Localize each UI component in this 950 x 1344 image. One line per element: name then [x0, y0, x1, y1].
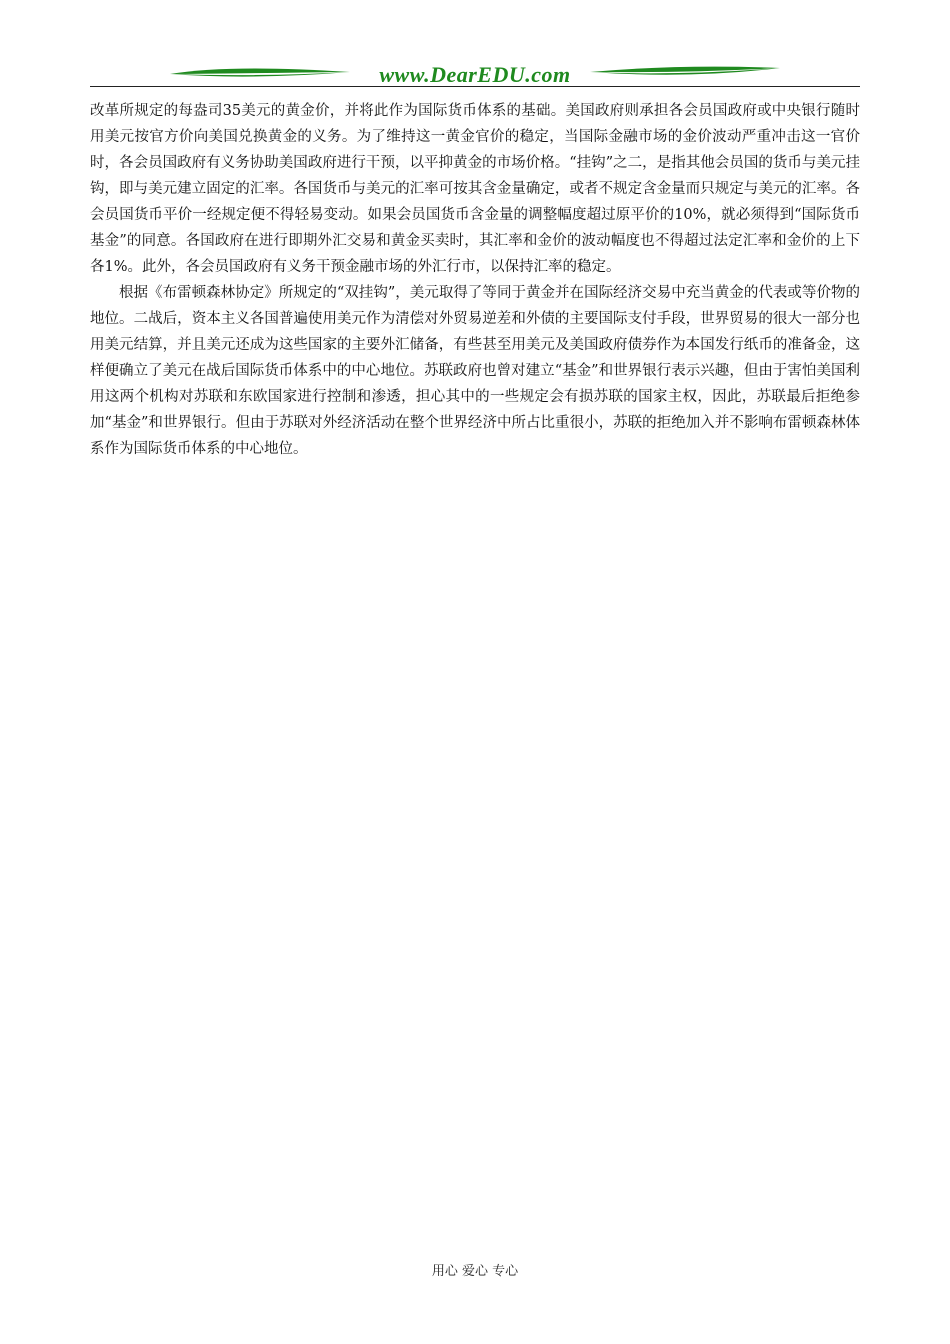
paragraph: 改革所规定的每盎司35美元的黄金价，并将此作为国际货币体系的基础。美国政府则承担各会员国政府或中央银行随时用美元按官方价向美国兑换黄金的义务。为了维持这一黄金官价的稳定，当国际金融市场的金价波动严重冲击这一官价时，各会员国政府有义务协助美国政府进行干预，以平抑黄金的市场价格。“挂钩”之二，是指其他会员国的货币与美元挂钩，即与美元建立固定的汇率。各国货币与美元的汇率可按其含金量确定，或者不规定含金量而只规定与美元的汇率。各会员国货币平价一经规定便不得轻易变动。如果会员国货币含金量的调整幅度超过原平价的10%，就必须得到“国际货币基金”的同意。各国政府在进行即期外汇交易和黄金买卖时，其汇率和金价的波动幅度也不得超过法定汇率和金价的上下各1%。此外，各会员国政府有义务干预金融市场的外汇行市，以保持汇率的稳定。	[90, 103, 860, 275]
paragraph: 根据《布雷顿森林协定》所规定的“双挂钩”，美元取得了等同于黄金并在国际经济交易中充当黄金的代表或等价物的地位。二战后，资本主义各国普遍使用美元作为清偿对外贸易逆差和外债的主要国际支付手段，世界贸易的很大一部分也用美元结算，并且美元还成为这些国家的主要外汇储备，有些甚至用美元及美国政府债券作为本国发行纸币的准备金，这样便确立了美元在战后国际货币体系中的中心地位。苏联政府也曾对建立“基金”和世界银行表示兴趣，但由于害怕美国利用这两个机构对苏联和东欧国家进行控制和渗透，担心其中的一些规定会有损苏联的国家主权，因此，苏联最后拒绝参加“基金”和世界银行。但由于苏联对外经济活动在整个世界经济中所占比重很小，苏联的拒绝加入并不影响布雷顿森林体系作为国际货币体系的中心地位。	[90, 285, 860, 457]
page-header	[90, 60, 860, 90]
header-divider	[90, 86, 860, 87]
document-body	[90, 98, 860, 462]
page-footer: 用心 爱心 专心	[431, 1264, 519, 1279]
site-logo: www.DearEDU.com	[379, 62, 571, 87]
